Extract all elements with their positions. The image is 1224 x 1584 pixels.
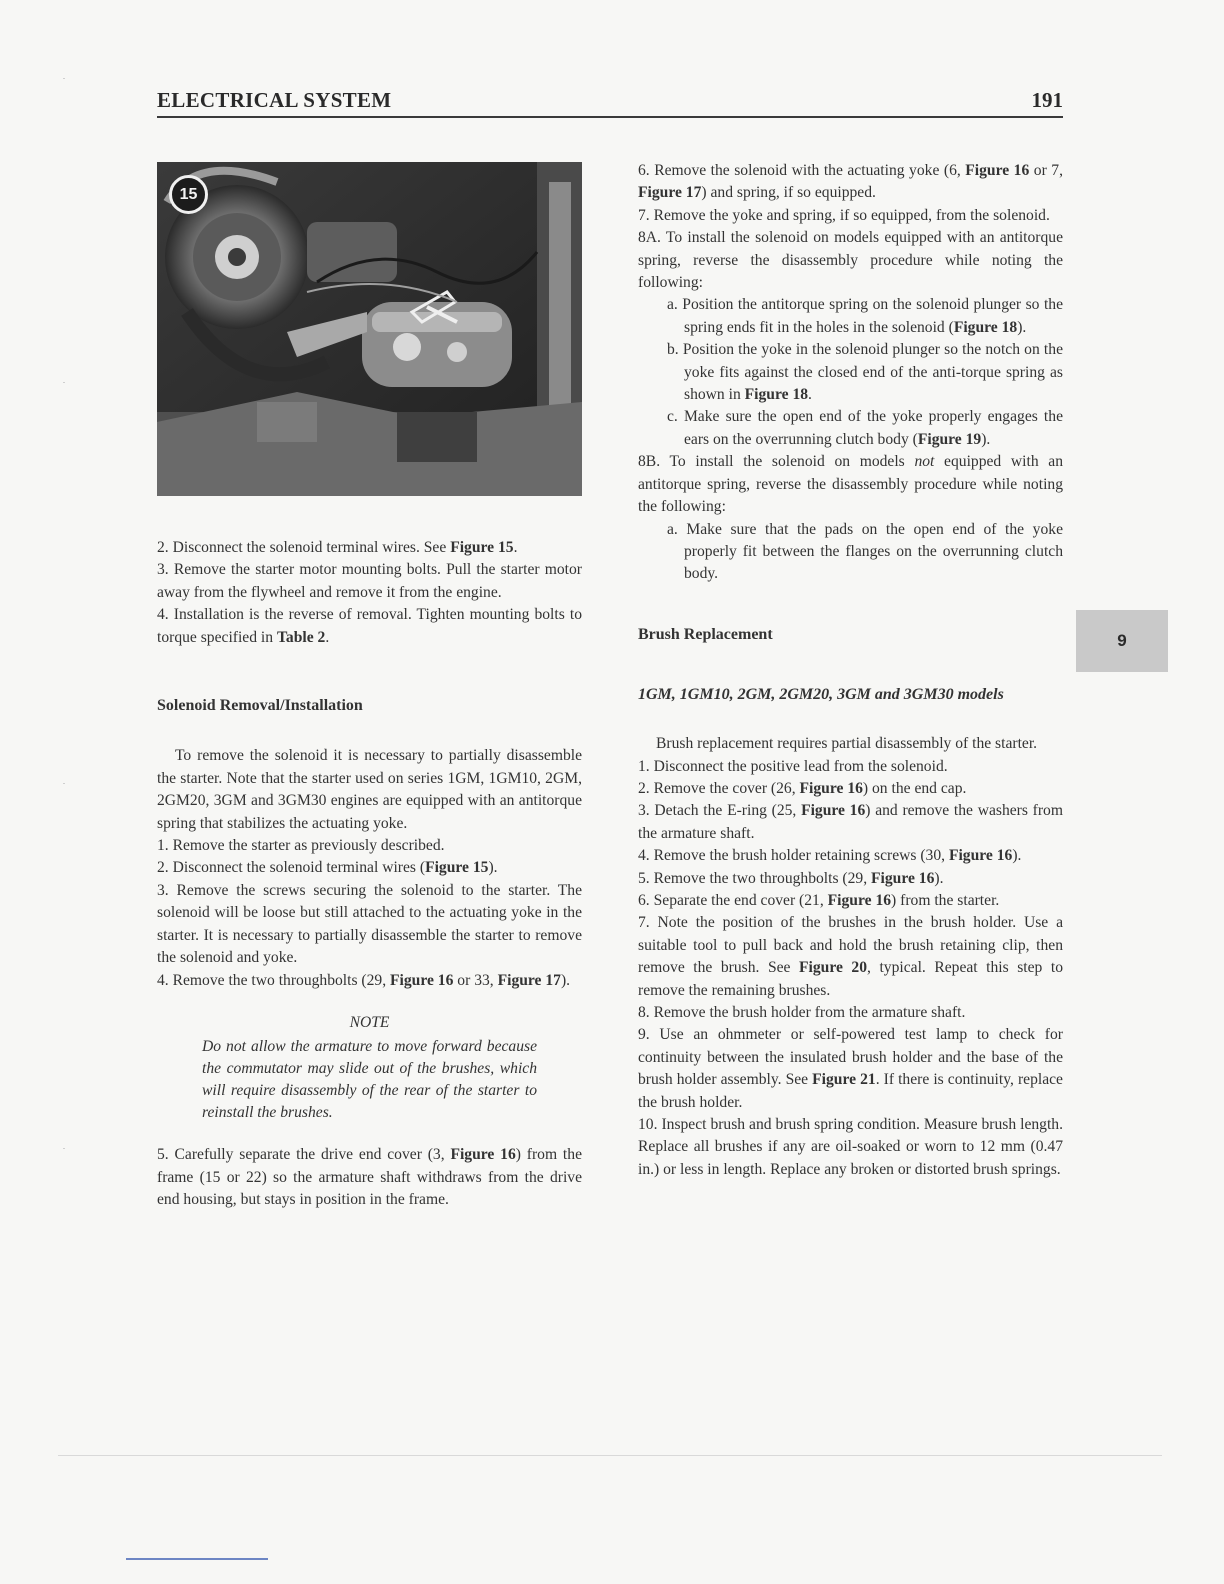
step: 7. Note the position of the brushes in the brush holder. Use a suitable tool to pull back and hold the brush retaining clip, then remove the brush. See Figure 20, typical. Repeat this step to remove the remaining brushes. bbox=[638, 914, 1063, 999]
section-heading: Solenoid Removal/Installation bbox=[157, 697, 363, 715]
step: 6. Remove the solenoid with the actuating yoke (6, Figure 16 or 7, Figure 17) and spring, if so equipped. bbox=[638, 162, 1063, 202]
note-title: NOTE bbox=[349, 1013, 390, 1031]
sub-step: b. Position the yoke in the solenoid plunger so the notch on the yoke fits against the closed end of the anti-torque spring as shown in Figure 18. bbox=[667, 341, 1063, 404]
step: 1. Remove the starter as previously described. bbox=[157, 837, 445, 855]
running-head: ELECTRICAL SYSTEM bbox=[157, 88, 392, 112]
paragraph: Brush replacement requires partial disassembly of the starter. bbox=[656, 735, 1038, 753]
right-column bbox=[638, 160, 1063, 1181]
step: 8. Remove the brush holder from the armature shaft. bbox=[638, 1004, 966, 1021]
page-number: 191 bbox=[1031, 88, 1063, 112]
scan-speck bbox=[63, 783, 65, 784]
step: 10. Inspect brush and brush spring condition. Measure brush length. Replace all brushes if any are oil-soaked or worn to 12 mm (0.47 in.) or less in length. Replace any broken or distorted brush springs. bbox=[638, 1116, 1063, 1178]
scan-speck bbox=[63, 1148, 65, 1149]
section-heading: Brush Replacement bbox=[638, 625, 773, 643]
figure-number-badge: 15 bbox=[169, 175, 208, 214]
step: 4. Remove the two throughbolts (29, Figure 16 or 33, Figure 17). bbox=[157, 971, 571, 989]
footer-rule bbox=[58, 1455, 1162, 1456]
sub-step: a. Make sure that the pads on the open end of the yoke properly fit between the flanges on the overrunning clutch body. bbox=[667, 520, 1063, 583]
figure-15-photo bbox=[157, 162, 582, 496]
engine-photo-illustration bbox=[157, 162, 582, 496]
step: 1. Disconnect the positive lead from the solenoid. bbox=[638, 757, 948, 775]
step: 9. Use an ohmmeter or self-powered test lamp to check for continuity between the insulated brush holder and the base of the brush holder assembly. See Figure 21. If there is continuity, replace the brush holder. bbox=[638, 1026, 1063, 1111]
scan-speck bbox=[63, 78, 65, 79]
sub-step: a. Position the antitorque spring on the solenoid plunger so the spring ends fit in the holes in the solenoid (Figure 18). bbox=[667, 296, 1063, 336]
page-header bbox=[157, 86, 1063, 118]
sub-step: c. Make sure the open end of the yoke properly engages the ears on the overrunning clutch body (Figure 19). bbox=[667, 408, 1063, 448]
step: 5. Remove the two throughbolts (29, Figure 16). bbox=[638, 869, 944, 887]
step: 3. Remove the screws securing the solenoid to the starter. The solenoid will be loose but still attached to the actuating yoke in the starter. It is necessary to partially disassemble the starter to remove the solenoid and yoke. bbox=[157, 881, 582, 967]
paragraph: 4. Installation is the reverse of removal. Tighten mounting bolts to torque specified in Table 2. bbox=[157, 606, 582, 646]
section-thumb-tab: 9 bbox=[1076, 610, 1168, 672]
step: 8B. To install the solenoid on models not equipped with an antitorque spring, reverse the disassembly procedure while noting the following: bbox=[638, 453, 1064, 516]
scan-mark-line bbox=[126, 1558, 268, 1560]
step: 2. Disconnect the solenoid terminal wires (Figure 15). bbox=[157, 859, 498, 877]
step: 8A. To install the solenoid on models equipped with an antitorque spring, reverse the disassembly procedure while noting the following: bbox=[638, 229, 1063, 292]
note-text: Do not allow the armature to move forward because the commutator may slide out of the brushes, which will require disassembly of the rear of the starter to reinstall the brushes. bbox=[202, 1038, 537, 1122]
scan-speck bbox=[63, 382, 65, 383]
step: 4. Remove the brush holder retaining screws (30, Figure 16). bbox=[638, 847, 1022, 865]
step: 3. Detach the E-ring (25, Figure 16) and remove the washers from the armature shaft. bbox=[638, 802, 1063, 842]
step: 7. Remove the yoke and spring, if so equipped, from the solenoid. bbox=[638, 206, 1050, 224]
left-column bbox=[157, 537, 582, 1212]
paragraph: 3. Remove the starter motor mounting bolts. Pull the starter motor away from the flywheel and remove it from the engine. bbox=[157, 561, 582, 601]
paragraph: 2. Disconnect the solenoid terminal wires. See Figure 15. bbox=[157, 539, 518, 556]
step: 2. Remove the cover (26, Figure 16) on the end cap. bbox=[638, 779, 967, 797]
paragraph: To remove the solenoid it is necessary to partially disassemble the starter. Note that the starter used on series 1GM, 1GM10, 2GM, 2GM20, 3GM and 3GM30 engines are equipped with an antitorque spring that stabilizes the actuating yoke. bbox=[157, 747, 582, 832]
step: 5. Carefully separate the drive end cover (3, Figure 16) from the frame (15 or 22) so the armature shaft withdraws from the drive end housing, but stays in position in the frame. bbox=[157, 1146, 582, 1209]
step: 6. Separate the end cover (21, Figure 16) from the starter. bbox=[638, 891, 1000, 909]
sub-heading: 1GM, 1GM10, 2GM, 2GM20, 3GM and 3GM30 models bbox=[638, 686, 1004, 704]
